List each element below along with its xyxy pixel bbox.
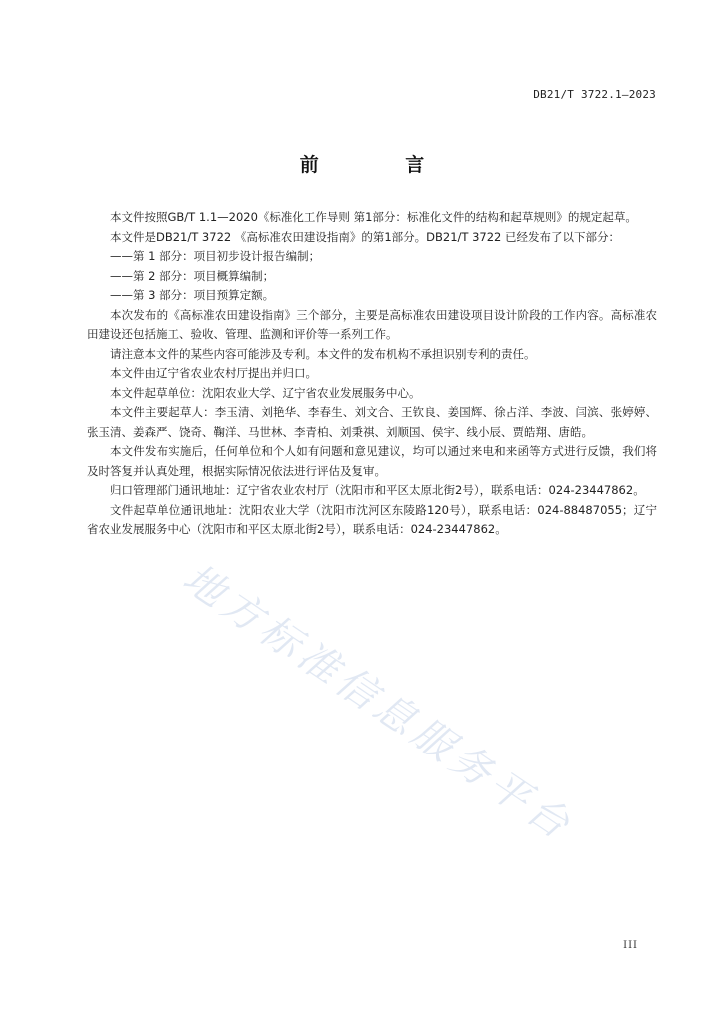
list-item-part-2: ——第 2 部分：项目概算编制； bbox=[110, 268, 275, 283]
paragraph-patent-notice: 请注意本文件的某些内容可能涉及专利。本文件的发布机构不承担识别专利的责任。 bbox=[110, 346, 536, 361]
paragraph-admin-address: 归口管理部门通讯地址：辽宁省农业农村厅（沈阳市和平区太原北街2号），联系电话：024-23447862。 bbox=[110, 483, 645, 497]
page-title: 前 言 bbox=[299, 154, 465, 176]
paragraph-part-info: 本文件是DB21/T 3722 《高标准农田建设指南》的第1部分。DB21/T 3722 已经发布了以下部分： bbox=[110, 229, 621, 244]
watermark: 地方标准信息服务平台 bbox=[174, 555, 582, 851]
paragraph-proposer: 本文件由辽宁省农业农村厅提出并归口。 bbox=[110, 366, 317, 380]
document-code: DB21/T 3722.1—2023 bbox=[533, 88, 656, 101]
paragraph-drafting-basis: 本文件按照GB/T 1.1—2020《标准化工作导则 第1部分：标准化文件的结构和起草规则》的规定起草。 bbox=[110, 210, 637, 224]
list-item-part-3: ——第 3 部分：项目预算定额。 bbox=[110, 288, 275, 302]
paragraph-feedback: 本文件发布实施后，任何单位和个人如有问题和意见建议，均可以通过来电和来函等方式进行反馈，我们将及时答复并认真处理，根据实际情况依法进行评估及复审。 bbox=[87, 444, 657, 478]
paragraph-drafters: 本文件主要起草人：李玉清、刘艳华、李春生、刘文合、王钦良、姜国辉、徐占洋、李波、闫滨、张婷婷、张玉清、姜森严、饶奇、鞠洋、马世林、李青柏、刘秉祺、刘顺国、侯宇、线小辰、贾皓翔、唐皓。 bbox=[87, 405, 657, 439]
foreword-body bbox=[87, 208, 657, 540]
paragraph-scope: 本次发布的《高标准农田建设指南》三个部分，主要是高标准农田建设项目设计阶段的工作内容。高标准农田建设还包括施工、验收、管理、监测和评价等一系列工作。 bbox=[87, 307, 657, 341]
paragraph-drafter-address: 文件起草单位通讯地址：沈阳农业大学（沈阳市沈河区东陵路120号），联系电话：024-88487055；辽宁省农业发展服务中心（沈阳市和平区太原北街2号），联系电话：024-23447862。 bbox=[87, 502, 657, 536]
page-number: III bbox=[623, 940, 638, 951]
paragraph-drafting-units: 本文件起草单位：沈阳农业大学、辽宁省农业发展服务中心。 bbox=[110, 385, 421, 400]
list-item-part-1: ——第 1 部分：项目初步设计报告编制； bbox=[110, 249, 321, 263]
